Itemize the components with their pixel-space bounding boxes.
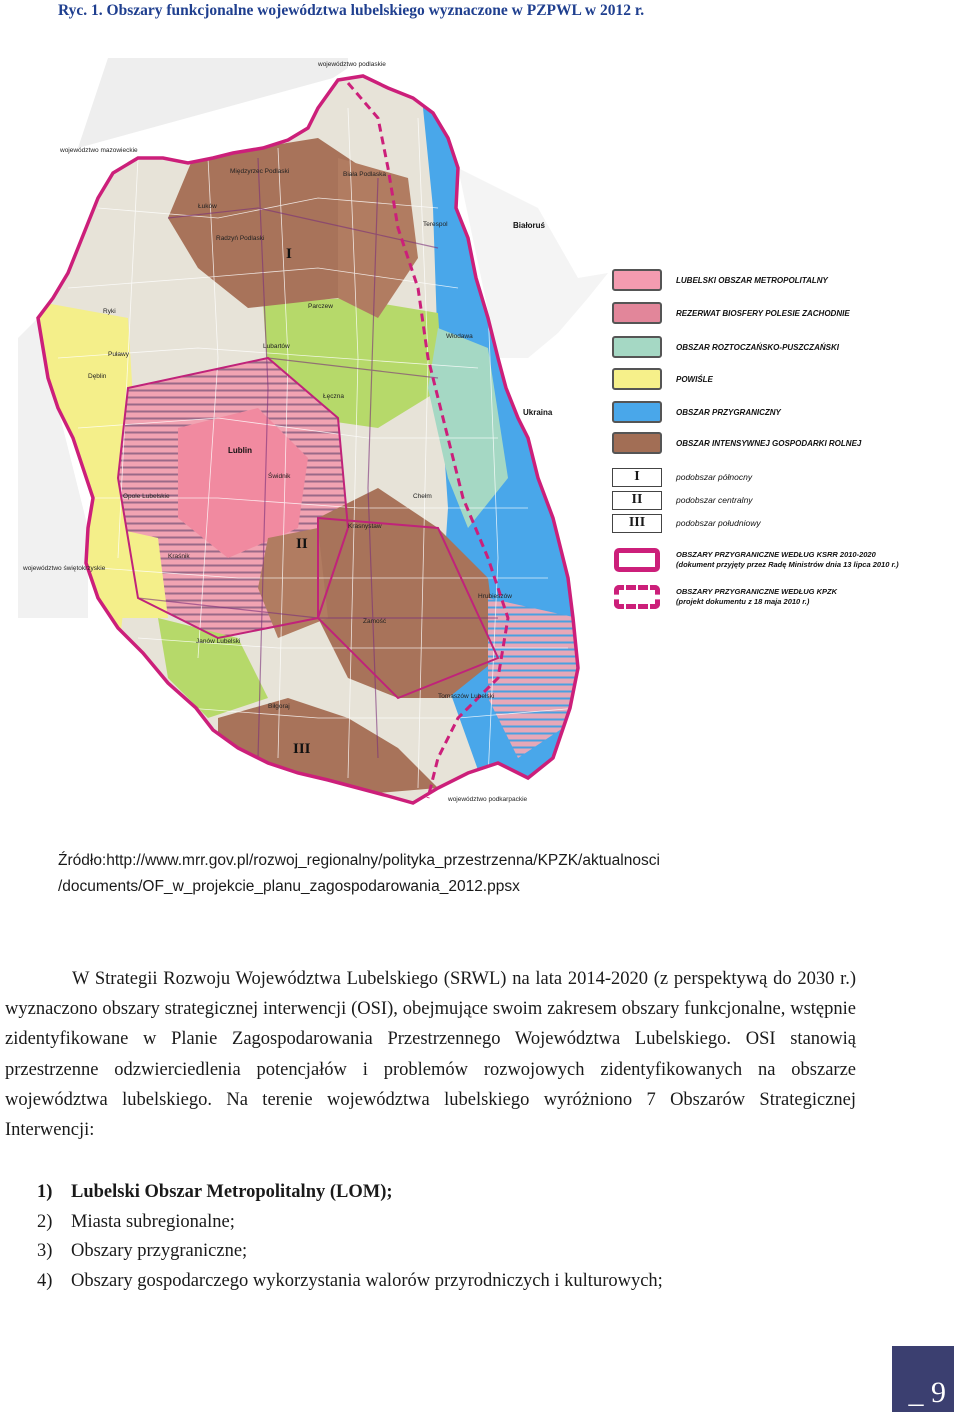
legend-sub-label: podobszar centralny [676,495,753,505]
legend-swatch [612,368,662,390]
legend-swatch [612,302,662,324]
city-label: Janów Lubelski [196,638,241,645]
label-ukraina: Ukraina [523,408,553,417]
city-label: Tomaszów Lubelski [438,693,495,700]
legend-ksrr-title: OBSZARY PRZYGRANICZNE WEDŁUG KSRR 2010-2020 [676,550,876,559]
city-label: Świdnik [268,473,291,480]
figure-caption: Ryc. 1. Obszary funkcjonalne województwa lubelskiego wyznaczone w PZPWL w 2012 r. [58,2,645,19]
map-subarea-III: III [293,741,311,757]
legend-swatch [612,401,662,423]
legend-roman: III [612,514,662,533]
city-label: Parczew [308,303,333,310]
city-label: Opole Lubelskie [123,493,170,500]
page-number: _ 9 [892,1346,954,1412]
legend-subarea-2 [612,488,753,512]
city-label: Ryki [103,308,116,315]
legend-label: OBSZAR PRZYGRANICZNY [676,407,781,417]
legend-label: OBSZAR ROZTOCZAŃSKO-PUSZCZAŃSKI [676,342,839,352]
legend-item-border-area [612,400,781,424]
legend-roman: II [612,491,662,510]
legend-kpzk [612,582,837,612]
city-label: Włodawa [446,333,473,340]
legend-subarea-3 [612,511,761,535]
legend-roman: I [612,468,662,487]
legend-label: POWIŚLE [676,374,713,384]
map-subarea-II: II [296,536,308,552]
label-podlaskie: województwo podlaskie [318,61,386,68]
label-bialorus: Białoruś [513,221,546,230]
legend-sub-label: podobszar południowy [676,518,761,528]
city-label: Krasnystaw [348,523,382,530]
legend-label: OBSZAR INTENSYWNEJ GOSPODARKI ROLNEJ [676,438,862,448]
legend-item-metro [612,268,828,292]
legend-label: LUBELSKI OBSZAR METROPOLITALNY [676,275,828,285]
city-label: Radzyń Podlaski [216,235,265,242]
body-paragraph [5,964,856,1145]
legend-swatch [612,336,662,358]
city-label: Hrubieszów [478,593,512,600]
city-label: Biała Podlaska [343,171,386,178]
source-line-2: /documents/OF_w_projekcie_planu_zagospodarowania_2012.ppsx [58,878,520,895]
legend-swatch [612,269,662,291]
legend-dashed-border-swatch [614,585,660,609]
city-label: Biłgoraj [268,703,290,710]
legend-item-biosphere [612,301,850,325]
label-swietokrzyskie: województwo świętokrzyskie [23,565,106,572]
list-item: 1) Lubelski Obszar Metropolitalny (LOM); [37,1182,393,1202]
legend-sub-label: podobszar północny [676,472,753,482]
paragraph-text: W Strategii Rozwoju Województwa Lubelskiego (SRWL) na lata 2014-2020 (z perspektywą do 2030 r.) wyznaczono obszary strategicznej interwencji (OSI), obejmujące swoim zakresem obszary funkcjonalne, wstępnie zidentyfikowane w Planie Zagospodarowania Przestrzennego Województwa Lubelskiego. OSI stanowią przestrzenne odzwierciedlenia potencjałów i problemów rozwojowych zidentyfikowanych na obszarze województwa lubelskiego. Na terenie województwa lubelskiego wyróżniono 7 Obszarów Strategicznej Interwencji: [5,969,856,1141]
city-label: Zamość [363,618,387,625]
city-label: Międzyrzec Podlaski [230,168,290,175]
legend-kpzk-title: OBSZARY PRZYGRANICZNE WEDŁUG KPZK [676,587,837,596]
legend-label: REZERWAT BIOSFERY POLESIE ZACHODNIE [676,308,850,318]
city-label: Lublin [228,446,252,455]
map-subarea-I: I [286,246,292,262]
city-label: Lubartów [263,343,290,350]
legend-item-roztocze [612,335,839,359]
legend-ksrr-note: (dokument przyjęty przez Radę Ministrów dnia 13 lipca 2010 r.) [676,560,899,569]
source-note [58,848,660,900]
city-label: Chełm [413,493,432,500]
label-podkarpackie: województwo podkarpackie [448,796,528,803]
legend-kpzk-note: (projekt dokumentu z 18 maja 2010 r.) [676,597,810,606]
source-line-1: Źródło:http://www.mrr.gov.pl/rozwoj_regionalny/polityka_przestrzenna/KPZK/aktualnosci [58,852,660,869]
legend-item-agriculture [612,431,861,455]
legend-subarea-1 [612,465,752,489]
label-mazowieckie: województwo mazowieckie [60,147,138,154]
city-label: Terespol [423,221,448,228]
city-label: Łuków [198,203,217,210]
legend-item-powisle [612,367,713,391]
city-label: Łęczna [323,393,344,400]
city-label: Puławy [108,351,129,358]
list-item: 3) Obszary przygraniczne; [37,1241,248,1262]
list-item: 2) Miasta subregionalne; [37,1211,235,1232]
legend-ksrr [612,545,899,575]
legend-swatch [612,432,662,454]
city-label: Kraśnik [168,553,190,560]
city-label: Dęblin [88,373,107,380]
osi-list [37,1178,663,1296]
list-item: 4) Obszary gospodarczego wykorzystania walorów przyrodniczych i kulturowych; [37,1270,663,1291]
legend-solid-border-swatch [614,548,660,572]
